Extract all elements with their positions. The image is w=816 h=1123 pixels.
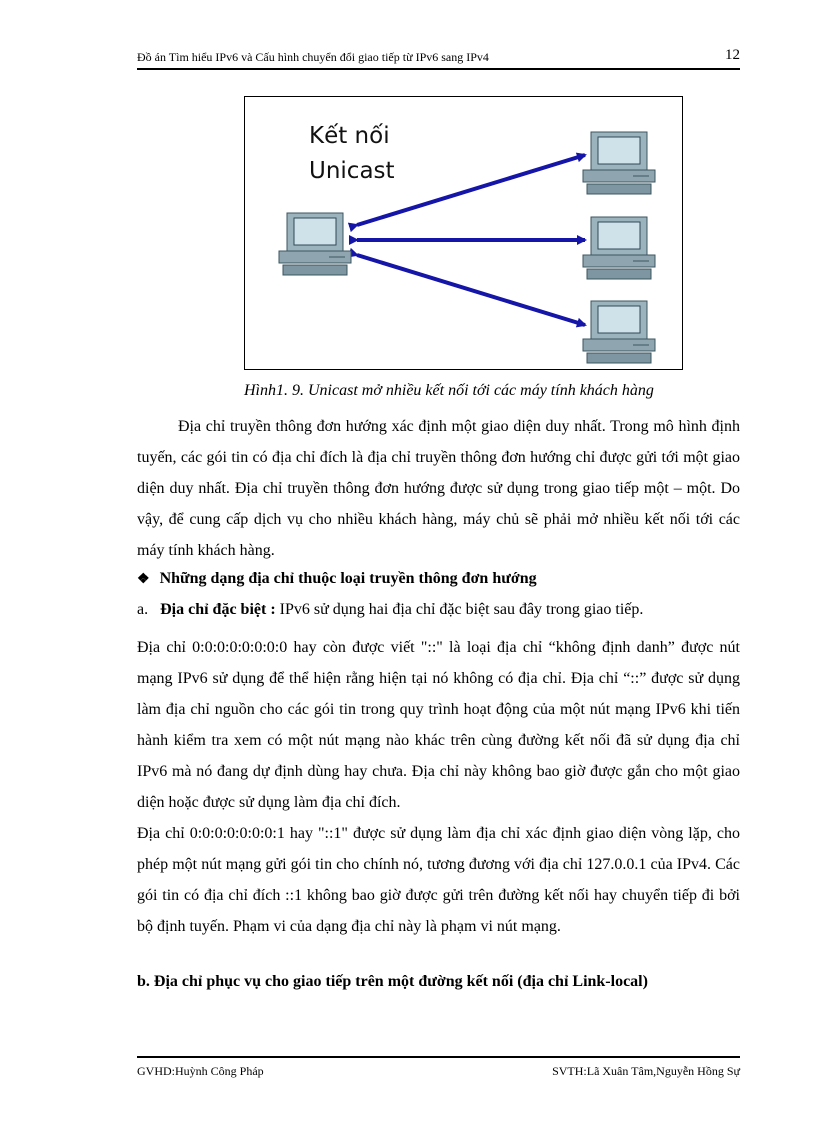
server-computer-icon	[279, 213, 351, 275]
item-a-text: IPv6 sử dụng hai địa chỉ đặc biệt sau đây trong giao tiếp.	[275, 601, 644, 618]
paragraph-unicast-definition: Địa chỉ truyền thông đơn hướng xác định một giao diện duy nhất. Trong mô hình định tuyến, các gói tin có địa chỉ đích là địa chỉ truyền thông đơn hướng chỉ được gửi tới một giao diện duy nhất. Địa chỉ truyền thông đơn hướng được sử dụng trong giao tiếp một – một. Do vậy, để cung cấp dịch vụ cho nhiều khách hàng, máy chủ sẽ phải mở nhiều kết nối tới các máy tính khách hàng.	[137, 418, 740, 559]
paragraph-unspecified-address: Địa chỉ 0:0:0:0:0:0:0:0 hay còn được viết "::" là loại địa chỉ “không định danh” được nút mạng IPv6 sử dụng để thể hiện rằng hiện tại nó không có địa chỉ. Địa chỉ “::” được sử dụng làm địa chỉ nguồn cho các gói tin trong quy trình hoạt động của một nút mạng IPv6 khi tiến hành kiểm tra xem có một nút mạng nào khác trên cùng đường kết nối đã sử dụng địa chỉ IPv6 mà nó đang dự định dùng hay chưa. Địa chỉ này không bao giờ được gắn cho một giao diện hoặc được sử dụng làm địa chỉ đích.	[137, 639, 740, 811]
arrow-to-client-3	[357, 255, 585, 325]
item-a	[137, 601, 643, 619]
item-a-marker: a.	[137, 601, 149, 618]
paragraph-loopback-address: Địa chỉ 0:0:0:0:0:0:0:1 hay "::1" được sử dụng làm địa chỉ xác định giao diện vòng lặp, cho phép một nút mạng gửi gói tin cho chính nó, tương đương với địa chỉ 127.0.0.1 của IPv4. Các gói tin có địa chỉ đích ::1 không bao giờ được gửi trên đường kết nối hay chuyển tiếp đi bởi bộ định tuyến. Phạm vi của dạng địa chỉ này là phạm vi nút mạng.	[137, 825, 740, 935]
footer-students: SVTH:Lã Xuân Tâm,Nguyễn Hồng Sự	[552, 1064, 740, 1078]
item-a-label: Địa chỉ đặc biệt :	[160, 601, 276, 618]
bullet-heading-text: Những dạng địa chỉ thuộc loại truyền thông đơn hướng	[159, 570, 537, 587]
bullet-heading	[137, 570, 537, 588]
page-header	[137, 46, 740, 70]
figure-caption: Hình1. 9. Unicast mở nhiều kết nối tới các máy tính khách hàng	[244, 382, 654, 399]
header-title: Đồ án Tìm hiểu IPv6 và Cấu hình chuyển đổi giao tiếp từ IPv6 sang IPv4	[137, 50, 489, 64]
figure-label-line2: Unicast	[309, 158, 395, 184]
client-computer-icon	[583, 132, 655, 194]
page-footer	[137, 1056, 740, 1080]
diamond-bullet-icon: ❖	[137, 572, 150, 587]
client-computer-icon	[583, 217, 655, 279]
unicast-figure	[244, 96, 683, 370]
footer-advisor: GVHD:Huỳnh Công Pháp	[137, 1064, 264, 1078]
item-b-heading: b. Địa chỉ phục vụ cho giao tiếp trên một đường kết nối (địa chỉ Link-local)	[137, 973, 648, 990]
client-computer-icon	[583, 301, 655, 363]
figure-label-line1: Kết nối	[309, 123, 390, 149]
page-number: 12	[725, 47, 740, 63]
